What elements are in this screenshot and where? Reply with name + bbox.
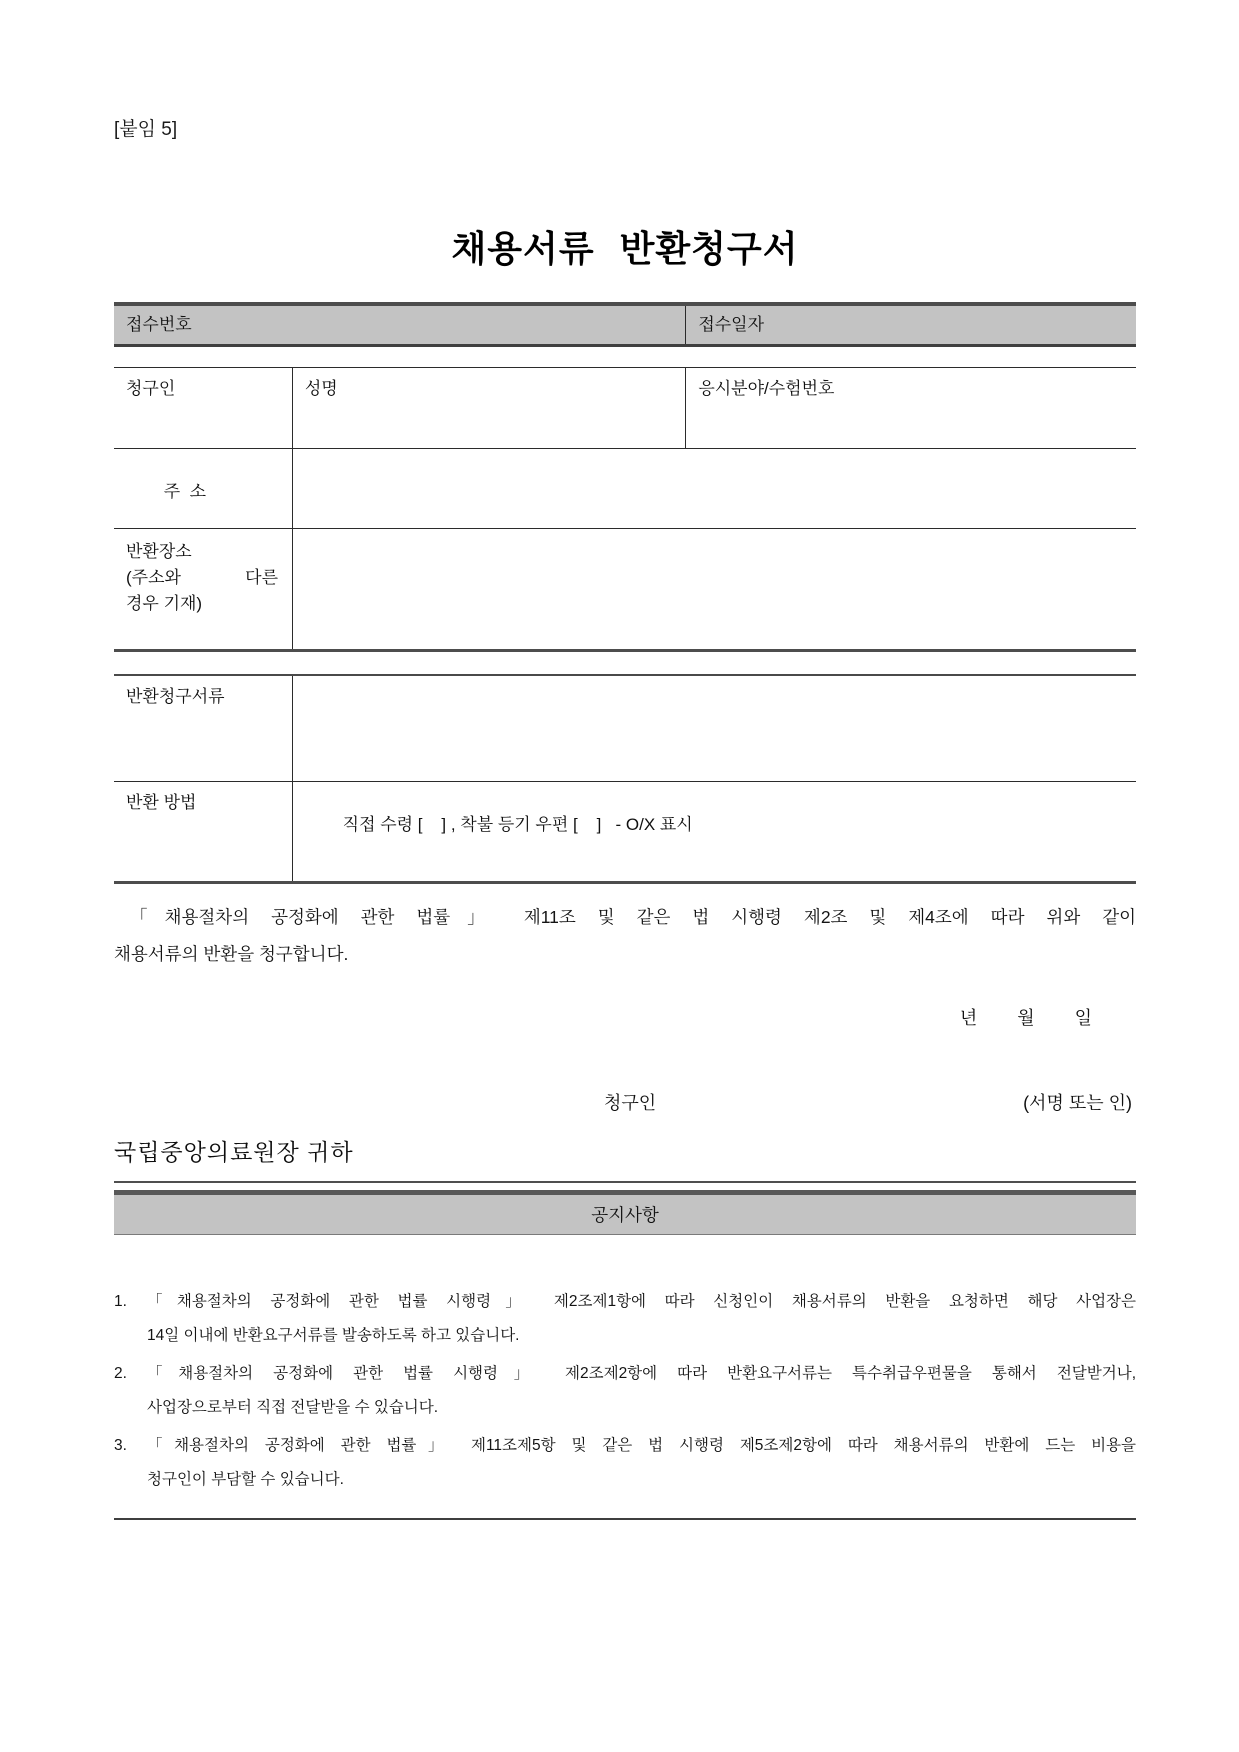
divider-rule [114,1181,1136,1183]
table-row [114,368,1136,449]
method-label: 반환 방법 [126,793,197,812]
notice-3-line1: 「채용절차의 공정화에 관한 법률」 제11조제5항 및 같은 법 시행령 제5조제2항에 따라 채용서류의 반환에 드는 비용을 [147,1437,1136,1454]
claimant-label: 청구인 [126,379,176,398]
notice-header-label: 공지사항 [591,1205,659,1225]
field-exam-no-label: 응시분야/수험번호 [698,379,835,398]
table-row [114,449,1136,529]
name-field[interactable] [293,368,686,448]
applicant-table [114,367,1136,652]
method-field[interactable] [293,782,1136,881]
documents-label: 반환청구서류 [126,687,225,706]
receipt-date-label: 접수일자 [698,315,765,334]
return-place-label-line2-right: 다른 [245,568,278,587]
notice-2-line2: 사업장으로부터 직접 전달받을 수 있습니다. [147,1399,439,1416]
return-place-label-cell [114,529,293,649]
receipt-date-cell[interactable] [686,306,1136,344]
claimant-label-cell [114,368,293,448]
return-place-field[interactable] [293,529,1136,649]
notice-1-line1: 「채용절차의 공정화에 관한 법률 시행령」 제2조제1항에 따라 신청인이 채용서류의 반환을 요청하면 해당 사업장은 [147,1293,1136,1310]
attachment-label: [붙임 5] [114,119,178,140]
signature-stamp-label[interactable]: (서명 또는 인) [1023,1093,1132,1113]
bottom-rule [114,1518,1136,1520]
return-place-label-line3: 경우 기재) [126,594,203,613]
receipt-no-cell[interactable] [114,306,686,344]
page-title: 채용서류 반환청구서 [451,228,799,269]
field-exam-no-field[interactable] [686,368,1136,448]
table-row [114,306,1136,344]
table-row [114,676,1136,782]
notice-2-number: 2. [114,1365,127,1382]
receipt-no-label: 접수번호 [126,315,192,334]
date-line[interactable]: 년 월 일 [959,1008,1092,1028]
return-place-label-line1: 반환장소 [126,542,192,561]
notice-3-line2: 청구인이 부담할 수 있습니다. [147,1471,344,1488]
address-label-cell [114,449,293,528]
receipt-table [114,302,1136,347]
list-item [114,1429,1136,1497]
notice-1-number: 1. [114,1293,127,1310]
documents-label-cell [114,676,293,781]
name-label: 성명 [304,379,338,398]
method-options: 직접 수령 [ ] , 착불 등기 우편 [ ] - O/X 표시 [342,815,693,834]
notice-list [114,1285,1136,1497]
return-place-label-line2-left: (주소와 [126,568,181,587]
notice-3-number: 3. [114,1437,127,1454]
recipient-title: 국립중앙의료원장 귀하 [114,1139,354,1165]
documents-field[interactable] [293,676,1136,781]
declaration-line1: 「채용절차의 공정화에 관한 법률」 제11조 및 같은 법 시행령 제2조 및 제4조에 따라 위와 같이 [130,907,1136,927]
declaration-line2: 채용서류의 반환을 청구합니다. [114,944,349,964]
signature-claimant-label: 청구인 [604,1093,657,1113]
declaration-paragraph [114,899,1136,973]
document-page [114,0,1136,1520]
table-row [114,782,1136,881]
address-label: 주 소 [163,482,207,501]
notice-2-line1: 「채용절차의 공정화에 관한 법률 시행령」 제2조제2항에 따라 반환요구서류는 특수취급우편물을 통해서 전달받거나, [147,1365,1136,1382]
signature-row [114,1090,1136,1116]
request-table [114,674,1136,884]
address-field[interactable] [293,449,1136,528]
table-row [114,529,1136,649]
list-item [114,1357,1136,1425]
list-item [114,1285,1136,1353]
method-label-cell [114,782,293,881]
return-place-label-line2 [126,565,278,591]
notice-1-line2: 14일 이내에 반환요구서류를 발송하도록 하고 있습니다. [147,1327,520,1344]
notice-header-bar [114,1190,1136,1235]
